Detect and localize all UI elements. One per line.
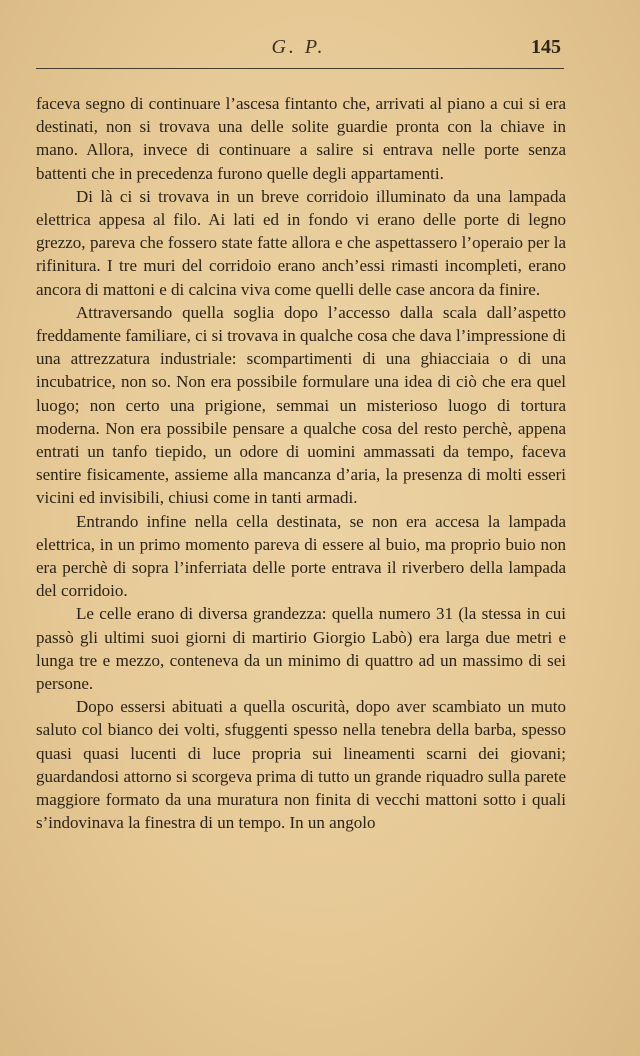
paragraph-5: Le celle erano di diversa grandezza: quella numero 31 (la stessa in cui passò gli ultimi suoi giorni di martirio Giorgio Labò) era larga due metri e lunga tre e mezzo, conteneva da un minimo di quattro ad un massimo di sei persone. (36, 604, 566, 694)
running-title: G. P. (271, 36, 326, 58)
page-number: 145 (531, 36, 561, 58)
paragraph-1: faceva segno di continuare l’ascesa fintanto che, arrivati al piano a cui si era destinati, non si trovava una delle solite guardie pronta con la chiave in mano. Allora, invece di continuare a salire si entrava nelle porte senza battenti che in precedenza furono quelle degli appartamenti. (36, 94, 566, 183)
running-head (36, 36, 561, 66)
paragraph-3: Attraversando quella soglia dopo l’accesso dalla scala dall’aspetto freddamente familiare, ci si trovava in qualche cosa che dava l’impressione di una attrezzatura industriale: scompartimenti di una ghiacciaia o di una incubatrice, non so. Non era possibile formulare una idea di ciò che era quel luogo; non certo una prigione, semmai un misterioso luogo di tortura moderna. Non era possibile pensare a qualche cosa del resto perchè, appena entrati un tanfo tiepido, un odore di uomini ammassati da tempo, faceva sentire fisicamente, assieme alla mancanza d’aria, la presenza di molti esseri vicini ed invisibili, chiusi come in tanti armadi. (36, 302, 566, 508)
body-text (36, 92, 566, 835)
paragraph-6: Dopo essersi abituati a quella oscurità, dopo aver scambiato un muto saluto col bianco dei volti, sfuggenti spesso nella tenebra della barba, spesso quasi quasi lucenti di luce propria sui lineamenti scarni dei giovani; guardandosi attorno si scorgeva prima di tutto un grande riquadro sulla parete maggiore formato da una muratura non finita di vecchi mattoni sotto i quali s’indovinava la finestra di un tempo. In un angolo (36, 697, 566, 833)
paragraph-4: Entrando infine nella cella destinata, se non era accesa la lampada elettrica, in un primo momento pareva di essere al buio, ma proprio buio non era perchè di sopra l’inferriata delle porte entrava il riverbero della lampada del corridoio. (36, 511, 566, 601)
header-rule (36, 68, 564, 69)
paragraph-2: Di là ci si trovava in un breve corridoio illuminato da una lampada elettrica appesa al filo. Ai lati ed in fondo vi erano delle porte di legno grezzo, pareva che fossero state fatte allora e che aspettassero l’operaio per la rifinitura. I tre muri del corridoio erano anch’essi rimasti incompleti, erano ancora di mattoni e di calcina viva come quelli delle case ancora da finire. (36, 186, 566, 299)
